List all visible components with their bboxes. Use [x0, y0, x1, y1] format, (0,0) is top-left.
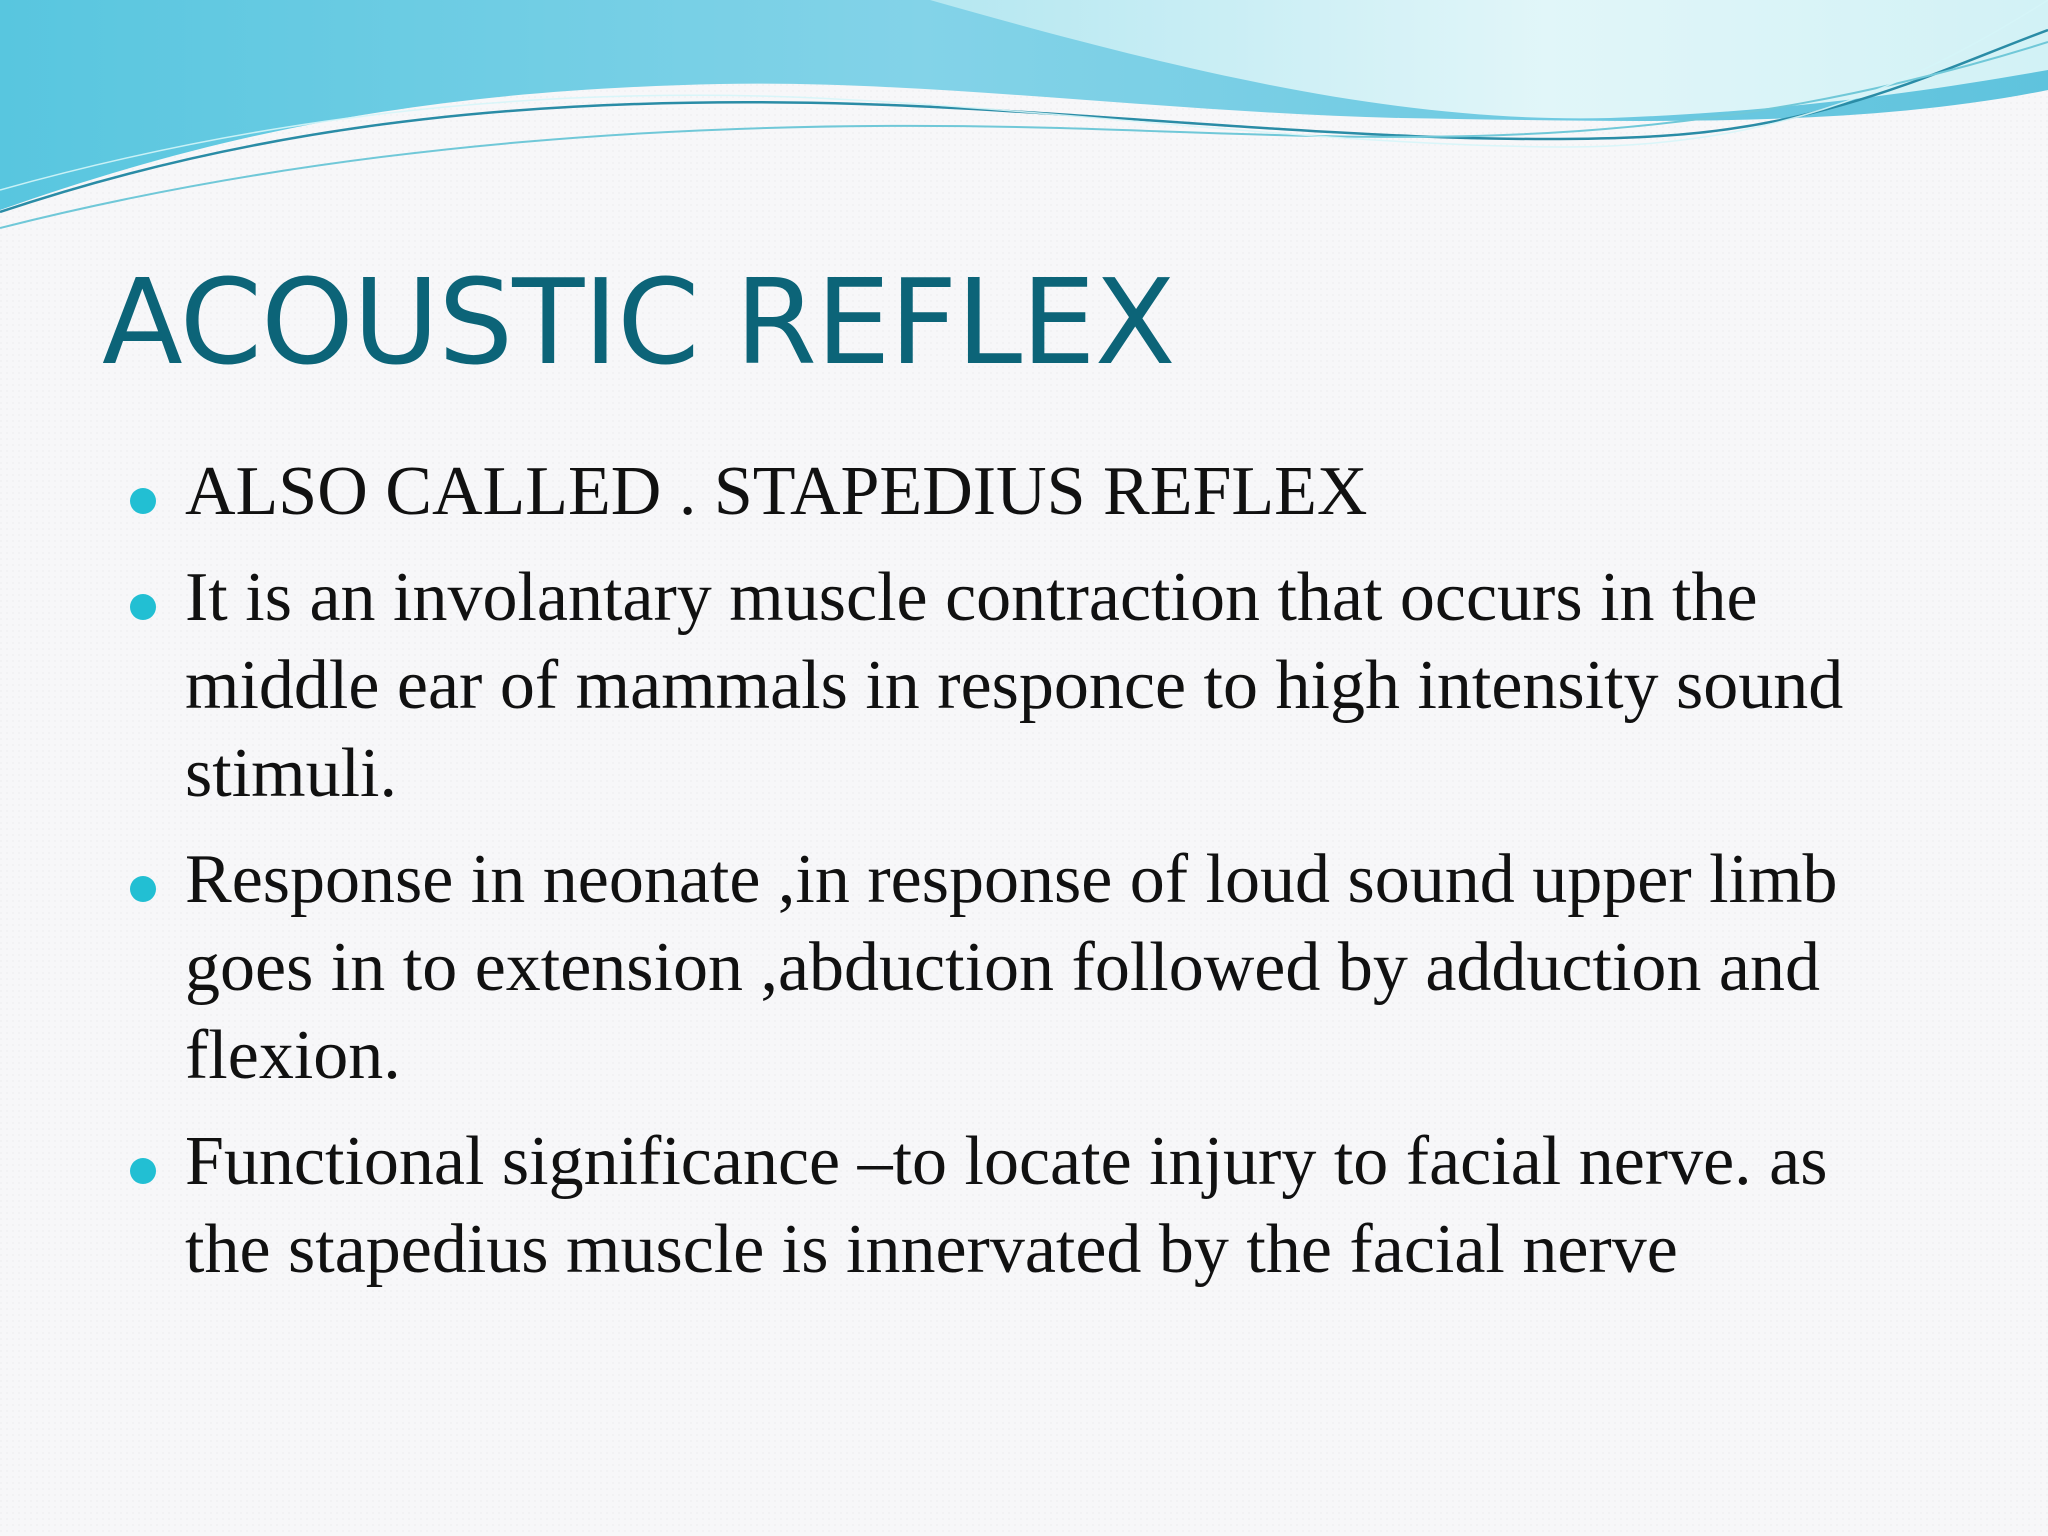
bullet-icon: [130, 488, 156, 514]
bullet-text: Functional significance –to locate injury to facial nerve. as the stapedius muscle is innervated by the facial nerve: [185, 1123, 1828, 1288]
slide-title: ACOUSTIC REFLEX: [102, 253, 1175, 391]
bullet-list: [130, 448, 1930, 1312]
bullet-icon: [130, 876, 156, 902]
bullet-text: It is an involantary muscle contraction that occurs in the middle ear of mammals in responce to high intensity sound stimuli.: [185, 559, 1844, 812]
bullet-text: ALSO CALLED . STAPEDIUS REFLEX: [185, 453, 1368, 530]
header-wave-decoration: [0, 0, 2048, 240]
bullet-item: [130, 1118, 1930, 1294]
bullet-icon: [130, 594, 156, 620]
bullet-text: Response in neonate ,in response of loud sound upper limb goes in to extension ,abduction followed by adduction and flexion.: [185, 841, 1838, 1094]
bullet-item: [130, 554, 1930, 818]
bullet-item: [130, 448, 1930, 536]
bullet-item: [130, 836, 1930, 1100]
bullet-icon: [130, 1158, 156, 1184]
